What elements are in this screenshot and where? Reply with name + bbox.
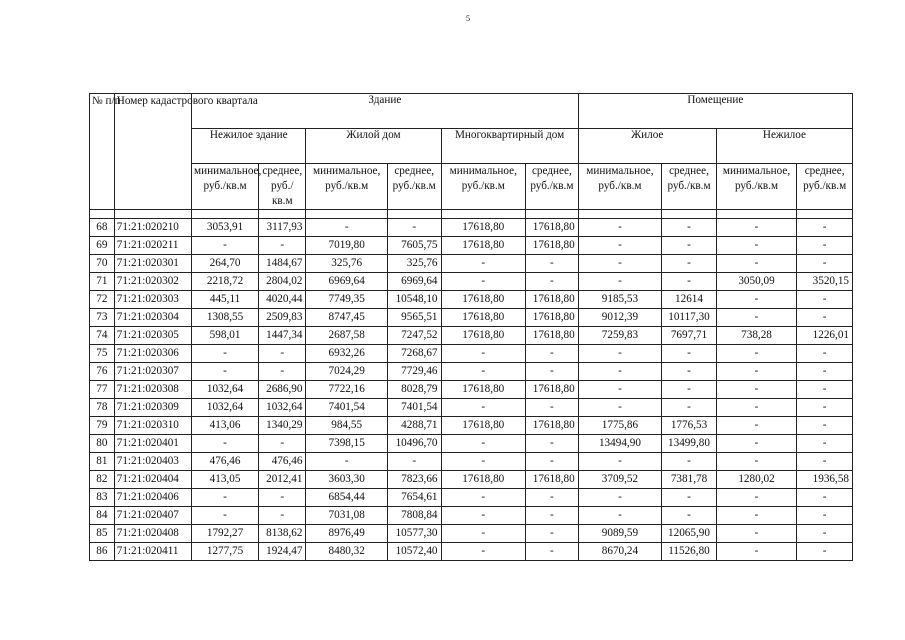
table-cell: 4288,71 [387, 417, 441, 435]
table-cell: - [526, 453, 579, 471]
table-cell: - [797, 417, 853, 435]
table-cell: 7024,29 [306, 363, 387, 381]
table-row [90, 237, 853, 255]
table-cell: - [192, 363, 259, 381]
table-cell: - [526, 489, 579, 507]
cadastral-number: 71:21:020406 [114, 489, 191, 507]
table-cell: 7381,78 [662, 471, 717, 489]
table-cell: - [716, 525, 796, 543]
table-cell: 12065,90 [662, 525, 717, 543]
table-cell: - [578, 381, 662, 399]
table-cell: 8480,32 [306, 543, 387, 561]
table-cell: 7401,54 [306, 399, 387, 417]
table-cell: - [716, 543, 796, 561]
table-cell: 9012,39 [578, 309, 662, 327]
table-cell: - [526, 345, 579, 363]
table-cell: - [797, 237, 853, 255]
header-number: № п/п [90, 94, 115, 210]
row-number: 69 [90, 237, 115, 255]
table-cell: 17618,80 [526, 381, 579, 399]
header-average: среднее, руб./кв.м [797, 164, 853, 210]
table-cell: - [526, 363, 579, 381]
table-cell: - [192, 435, 259, 453]
table-cell: - [797, 345, 853, 363]
row-number: 72 [90, 291, 115, 309]
row-number: 79 [90, 417, 115, 435]
table-cell: 7401,54 [387, 399, 441, 417]
table-cell: 413,05 [192, 471, 259, 489]
table-cell: 17618,80 [441, 381, 526, 399]
cadastral-number: 71:21:020401 [114, 435, 191, 453]
table-cell: 17618,80 [526, 219, 579, 237]
table-cell: - [797, 543, 853, 561]
cadastral-number: 71:21:020302 [114, 273, 191, 291]
table-cell: - [716, 381, 796, 399]
table-cell: - [259, 435, 306, 453]
row-number: 73 [90, 309, 115, 327]
table-cell: 13494,90 [578, 435, 662, 453]
table-row [90, 381, 853, 399]
table-cell: - [662, 237, 717, 255]
table-cell: - [662, 453, 717, 471]
table-cell: 10572,40 [387, 543, 441, 561]
table-cell: - [797, 489, 853, 507]
table-cell: 4020,44 [259, 291, 306, 309]
table-cell: - [259, 345, 306, 363]
table-cell: - [578, 219, 662, 237]
table-cell: - [526, 435, 579, 453]
table-cell: 9089,59 [578, 525, 662, 543]
table-cell: 17618,80 [526, 417, 579, 435]
table-cell: - [797, 453, 853, 471]
table-cell: 1226,01 [797, 327, 853, 345]
table-cell: - [306, 453, 387, 471]
table-cell: 7729,46 [387, 363, 441, 381]
table-cell: 1340,29 [259, 417, 306, 435]
table-cell: 8670,24 [578, 543, 662, 561]
table-cell: - [526, 273, 579, 291]
table-cell: - [716, 237, 796, 255]
table-cell: 10496,70 [387, 435, 441, 453]
table-cell: - [526, 543, 579, 561]
table-row [90, 399, 853, 417]
table-cell: - [662, 363, 717, 381]
header-minimum: минимальное, руб./кв.м [306, 164, 387, 210]
table-cell: 17618,80 [526, 327, 579, 345]
table-row [90, 273, 853, 291]
cadastral-number: 71:21:020309 [114, 399, 191, 417]
cadastral-number: 71:21:020305 [114, 327, 191, 345]
table-row [90, 543, 853, 561]
table-cell: 1308,55 [192, 309, 259, 327]
table-cell: - [716, 453, 796, 471]
table-cell: 7749,35 [306, 291, 387, 309]
table-cell: - [797, 525, 853, 543]
row-number: 83 [90, 489, 115, 507]
table-cell: - [797, 507, 853, 525]
cadastral-number: 71:21:020301 [114, 255, 191, 273]
table-cell: - [259, 237, 306, 255]
header-average: среднее, руб./кв.м [662, 164, 717, 210]
table-cell: 17618,80 [526, 309, 579, 327]
row-number: 71 [90, 273, 115, 291]
row-number: 84 [90, 507, 115, 525]
table-cell: 7031,08 [306, 507, 387, 525]
table-cell: - [526, 525, 579, 543]
table-cell: 2012,41 [259, 471, 306, 489]
table-cell: 17618,80 [441, 291, 526, 309]
table-cell: - [192, 489, 259, 507]
cadastral-number: 71:21:020411 [114, 543, 191, 561]
table-cell: - [797, 309, 853, 327]
table-cell: - [716, 291, 796, 309]
table-cell: 1032,64 [192, 399, 259, 417]
table-cell: 17618,80 [526, 237, 579, 255]
row-number: 81 [90, 453, 115, 471]
table-cell: 738,28 [716, 327, 796, 345]
table-row [90, 255, 853, 273]
table-cell: - [662, 399, 717, 417]
table-cell: - [441, 525, 526, 543]
table-cell: 6854,44 [306, 489, 387, 507]
table-cell: 8028,79 [387, 381, 441, 399]
row-number: 78 [90, 399, 115, 417]
table-cell: 1936,58 [797, 471, 853, 489]
table-cell: - [797, 399, 853, 417]
header-nonresidential-building: Нежилое здание [192, 129, 306, 164]
table-cell: 17618,80 [441, 327, 526, 345]
table-cell: - [578, 489, 662, 507]
table-cell: - [441, 399, 526, 417]
row-number: 80 [90, 435, 115, 453]
table-cell: 1277,75 [192, 543, 259, 561]
row-number: 76 [90, 363, 115, 381]
table-cell: 1032,64 [259, 399, 306, 417]
header-average: среднее, руб./кв.м [526, 164, 579, 210]
table-cell: 7823,66 [387, 471, 441, 489]
table-cell: - [662, 381, 717, 399]
table-cell: - [526, 255, 579, 273]
table-cell: - [662, 345, 717, 363]
table-cell: 6932,26 [306, 345, 387, 363]
table-cell: - [441, 507, 526, 525]
table-cell: 476,46 [259, 453, 306, 471]
table-cell: - [662, 219, 717, 237]
table-cell: - [441, 345, 526, 363]
table-cell: 984,55 [306, 417, 387, 435]
table-row [90, 507, 853, 525]
table-cell: - [387, 219, 441, 237]
table-cell: - [662, 273, 717, 291]
table-cell: - [716, 363, 796, 381]
table-cell: 7247,52 [387, 327, 441, 345]
table-cell: - [578, 345, 662, 363]
table-cell: 17618,80 [441, 417, 526, 435]
table-cell: 3117,93 [259, 219, 306, 237]
table-cell: 3053,91 [192, 219, 259, 237]
table-cell: - [716, 507, 796, 525]
header-apartment-building: Многоквартирный дом [441, 129, 578, 164]
table-cell: - [662, 255, 717, 273]
cadastral-number: 71:21:020407 [114, 507, 191, 525]
header-average: среднее, руб./кв.м [259, 164, 306, 210]
table-cell: 7654,61 [387, 489, 441, 507]
table-cell: 325,76 [387, 255, 441, 273]
table-cell: 13499,80 [662, 435, 717, 453]
table-row [90, 345, 853, 363]
table-row [90, 291, 853, 309]
table-cell: - [387, 453, 441, 471]
table-cell: 17618,80 [441, 237, 526, 255]
table-cell: 11526,80 [662, 543, 717, 561]
table-row [90, 363, 853, 381]
table-cell: 7398,15 [306, 435, 387, 453]
table-cell: 8138,62 [259, 525, 306, 543]
row-number: 75 [90, 345, 115, 363]
cadastral-number: 71:21:020304 [114, 309, 191, 327]
cadastral-number: 71:21:020408 [114, 525, 191, 543]
table-cell: 7808,84 [387, 507, 441, 525]
header-minimum: минимальное, руб./кв.м [441, 164, 526, 210]
table-cell: - [441, 489, 526, 507]
table-cell: 8976,49 [306, 525, 387, 543]
table-cell: - [797, 291, 853, 309]
table-cell: 7697,71 [662, 327, 717, 345]
table-cell: - [192, 237, 259, 255]
table-cell: 7019,80 [306, 237, 387, 255]
table-cell: - [259, 489, 306, 507]
table-cell: 17618,80 [526, 471, 579, 489]
table-cell: 1775,86 [578, 417, 662, 435]
table-row [90, 525, 853, 543]
table-row [90, 435, 853, 453]
table-cell: - [716, 219, 796, 237]
row-number: 86 [90, 543, 115, 561]
header-building: Здание [192, 94, 579, 129]
table-cell: 2509,83 [259, 309, 306, 327]
table-cell: 413,06 [192, 417, 259, 435]
table-cell: - [662, 507, 717, 525]
table-cell: 7259,83 [578, 327, 662, 345]
table-cell: 3520,15 [797, 273, 853, 291]
row-number: 68 [90, 219, 115, 237]
table-cell: 1776,53 [662, 417, 717, 435]
table-cell: 8747,45 [306, 309, 387, 327]
table-cell: 325,76 [306, 255, 387, 273]
row-number: 77 [90, 381, 115, 399]
header-minimum: минимальное, руб./кв.м [578, 164, 662, 210]
cadastral-number: 71:21:020211 [114, 237, 191, 255]
cadastral-number: 71:21:020210 [114, 219, 191, 237]
header-gap-row [90, 210, 853, 219]
table-cell: - [441, 255, 526, 273]
table-cell: - [259, 363, 306, 381]
table-cell: - [526, 507, 579, 525]
table-cell: 1032,64 [192, 381, 259, 399]
table-cell: 6969,64 [306, 273, 387, 291]
table-cell: - [578, 273, 662, 291]
row-number: 70 [90, 255, 115, 273]
table-cell: - [797, 363, 853, 381]
cadastral-number: 71:21:020310 [114, 417, 191, 435]
page-number: 5 [466, 14, 470, 23]
row-number: 82 [90, 471, 115, 489]
table-cell: 17618,80 [441, 309, 526, 327]
table-cell: 10548,10 [387, 291, 441, 309]
header-residential-premises: Жилое [578, 129, 716, 164]
table-cell: 10577,30 [387, 525, 441, 543]
table-cell: 17618,80 [526, 291, 579, 309]
table-cell: - [716, 345, 796, 363]
table-cell: 264,70 [192, 255, 259, 273]
table-cell: - [662, 489, 717, 507]
table-cell: 2687,58 [306, 327, 387, 345]
table-cell: 17618,80 [441, 219, 526, 237]
table-cell: 2686,90 [259, 381, 306, 399]
table-cell: - [797, 219, 853, 237]
table-row [90, 417, 853, 435]
table-cell: 3603,30 [306, 471, 387, 489]
table-cell: 1792,27 [192, 525, 259, 543]
table-cell: 12614 [662, 291, 717, 309]
table-cell: 1484,67 [259, 255, 306, 273]
table-cell: 445,11 [192, 291, 259, 309]
cadastral-number: 71:21:020303 [114, 291, 191, 309]
table-cell: - [526, 399, 579, 417]
table-row [90, 327, 853, 345]
table-cell: 1280,02 [716, 471, 796, 489]
table-cell: 9185,53 [578, 291, 662, 309]
header-average: среднее, руб./кв.м [387, 164, 441, 210]
table-row [90, 309, 853, 327]
table-cell: - [578, 453, 662, 471]
table-cell: - [578, 363, 662, 381]
header-premises: Помещение [578, 94, 852, 129]
table-row [90, 489, 853, 507]
header-residential-house: Жилой дом [306, 129, 441, 164]
table-cell: 6969,64 [387, 273, 441, 291]
row-number: 85 [90, 525, 115, 543]
table-cell: - [578, 237, 662, 255]
cadastral-number: 71:21:020308 [114, 381, 191, 399]
cadastral-number: 71:21:020403 [114, 453, 191, 471]
table-cell: 3709,52 [578, 471, 662, 489]
table-cell: - [716, 417, 796, 435]
table-cell: - [716, 435, 796, 453]
table-cell: - [716, 309, 796, 327]
table-cell: - [306, 219, 387, 237]
table-cell: - [441, 435, 526, 453]
header-minimum: минимальное, руб./кв.м [716, 164, 796, 210]
table-cell: 476,46 [192, 453, 259, 471]
cadastral-value-table [89, 93, 853, 561]
cadastral-number: 71:21:020307 [114, 363, 191, 381]
table-cell: 2218,72 [192, 273, 259, 291]
cadastral-number: 71:21:020404 [114, 471, 191, 489]
header-minimum: минимальное, руб./кв.м [192, 164, 259, 210]
table-cell: 7722,16 [306, 381, 387, 399]
table-cell: 1447,34 [259, 327, 306, 345]
table-cell: 2804,02 [259, 273, 306, 291]
table-cell: - [259, 507, 306, 525]
table-cell: 7605,75 [387, 237, 441, 255]
table-cell: - [716, 255, 796, 273]
table-cell: 9565,51 [387, 309, 441, 327]
table-cell: - [716, 489, 796, 507]
table-cell: - [797, 435, 853, 453]
table-cell: 17618,80 [441, 471, 526, 489]
table-row [90, 471, 853, 489]
table-cell: 10117,30 [662, 309, 717, 327]
cadastral-number: 71:21:020306 [114, 345, 191, 363]
header-nonresidential-premises: Нежилое [716, 129, 852, 164]
table-cell: - [441, 543, 526, 561]
table-cell: 598,01 [192, 327, 259, 345]
table-cell: - [578, 507, 662, 525]
table-cell: - [192, 507, 259, 525]
table-cell: - [578, 399, 662, 417]
table-cell: - [716, 399, 796, 417]
table-cell: 3050,09 [716, 273, 796, 291]
table-cell: - [578, 255, 662, 273]
table-cell: - [441, 453, 526, 471]
table-row [90, 453, 853, 471]
table-cell: 7268,67 [387, 345, 441, 363]
table-cell: - [797, 255, 853, 273]
table-cell: - [192, 345, 259, 363]
table-cell: - [441, 363, 526, 381]
table-cell: 1924,47 [259, 543, 306, 561]
table-cell: - [797, 381, 853, 399]
row-number: 74 [90, 327, 115, 345]
table-row [90, 219, 853, 237]
header-cadastral-number: Номер кадастрового квартала [114, 94, 191, 210]
table-cell: - [441, 273, 526, 291]
